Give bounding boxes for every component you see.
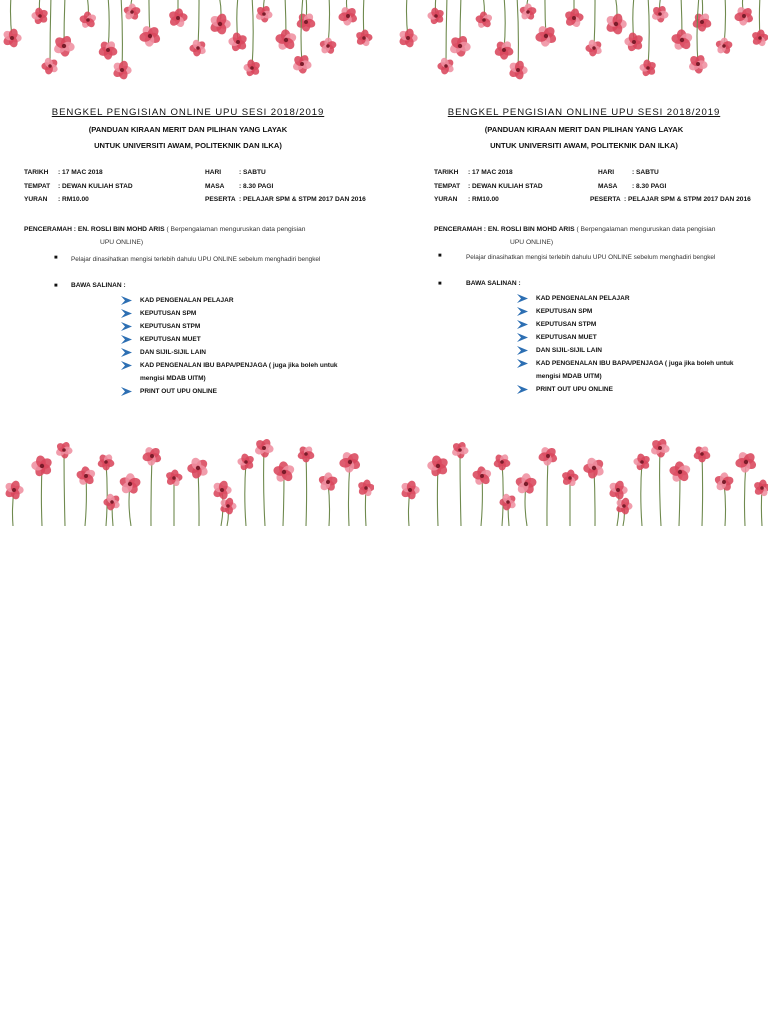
checklist-item: KEPUTUSAN STPM: [516, 318, 766, 331]
tarikh-value: : 17 MAC 2018: [468, 169, 513, 176]
masa-row: [205, 183, 273, 190]
tarikh-row: [434, 169, 513, 176]
tarikh-label: TARIKH: [24, 169, 49, 176]
hari-value: : SABTU: [632, 169, 659, 176]
hari-value: : SABTU: [239, 169, 266, 176]
yuran-row: [24, 196, 89, 203]
masa-label: MASA: [598, 183, 618, 190]
arrow-bullet-icon: [120, 386, 133, 397]
arrow-bullet-icon: [516, 332, 529, 343]
flyer-title: BENGKEL PENGISIAN ONLINE UPU SESI 2018/2019: [51, 107, 325, 118]
checklist-item: KAD PENGENALAN IBU BAPA/PENJAGA ( juga jika boleh untuk: [516, 357, 766, 370]
tempat-row: [434, 183, 543, 190]
checklist-item: KAD PENGENALAN IBU BAPA/PENJAGA ( juga jika boleh untuk: [120, 359, 370, 372]
checklist-item: DAN SIJIL-SIJIL LAIN: [120, 346, 370, 359]
bullet-advice-text: Pelajar dinasihatkan mengisi terlebih dahulu UPU ONLINE sebelum menghadiri bengkel: [466, 254, 716, 261]
arrow-bullet-icon: [120, 308, 133, 319]
checklist-item: KAD PENGENALAN PELAJAR: [516, 292, 766, 305]
yuran-label: YURAN: [434, 196, 458, 203]
peserta-value: : PELAJAR SPM & STPM 2017 DAN 2016: [239, 196, 366, 203]
checklist-item: KEPUTUSAN SPM: [120, 307, 370, 320]
checklist-item: KEPUTUSAN SPM: [516, 305, 766, 318]
checklist-item: PRINT OUT UPU ONLINE: [120, 385, 370, 398]
flyer-subtitle-1: (PANDUAN KIRAAN MERIT DAN PILIHAN YANG LAYAK: [484, 125, 684, 134]
hari-row: [205, 169, 266, 176]
arrow-bullet-icon: [516, 345, 529, 356]
bawa-salinan-label: BAWA SALINAN :: [71, 282, 126, 289]
hari-label: HARI: [205, 169, 222, 176]
tempat-label: TEMPAT: [24, 183, 51, 190]
checklist-item-continuation: mengisi MDAB UITM): [536, 373, 602, 380]
yuran-row: [434, 196, 499, 203]
penceramah-detail: ( Berpengalaman menguruskan data pengisian: [166, 226, 306, 233]
penceramah-label: PENCERAMAH: [434, 226, 482, 233]
penceramah-label: PENCERAMAH: [24, 226, 72, 233]
bullet-marker: ■: [54, 283, 58, 289]
penceramah-block: [434, 223, 768, 249]
checklist: [120, 294, 370, 398]
flyer-title: BENGKEL PENGISIAN ONLINE UPU SESI 2018/2019: [447, 107, 721, 118]
bullet-marker: ■: [438, 281, 442, 287]
flyer-right: [398, 0, 768, 528]
arrow-bullet-icon: [120, 347, 133, 358]
peserta-label: PESERTA: [590, 196, 621, 203]
checklist: [516, 292, 766, 396]
tarikh-label: TARIKH: [434, 169, 459, 176]
tempat-value: : DEWAN KULIAH STAD: [468, 183, 543, 190]
checklist-item: KEPUTUSAN MUET: [516, 331, 766, 344]
arrow-bullet-icon: [120, 321, 133, 332]
bullet-advice-text: Pelajar dinasihatkan mengisi terlebih dahulu UPU ONLINE sebelum menghadiri bengkel: [71, 256, 321, 263]
checklist-item: PRINT OUT UPU ONLINE: [516, 383, 766, 396]
checklist-item: KEPUTUSAN STPM: [120, 320, 370, 333]
arrow-bullet-icon: [120, 334, 133, 345]
checklist-item: KAD PENGENALAN PELAJAR: [120, 294, 370, 307]
penceramah-name: : EN. ROSLI BIN MOHD ARIS: [73, 226, 165, 233]
masa-label: MASA: [205, 183, 225, 190]
flyer-subtitle-2: UNTUK UNIVERSITI AWAM, POLITEKNIK DAN ILKA): [490, 141, 678, 150]
checklist-item: KEPUTUSAN MUET: [120, 333, 370, 346]
yuran-value: : RM10.00: [58, 196, 89, 203]
tempat-row: [24, 183, 133, 190]
arrow-bullet-icon: [120, 295, 133, 306]
checklist-item-continuation: mengisi MDAB UITM): [140, 375, 206, 382]
arrow-bullet-icon: [516, 293, 529, 304]
tarikh-value: : 17 MAC 2018: [58, 169, 103, 176]
flyer-left: [2, 0, 374, 528]
penceramah-block: [24, 223, 364, 249]
flyer-subtitle-2: UNTUK UNIVERSITI AWAM, POLITEKNIK DAN ILKA): [94, 141, 282, 150]
flower-border-bottom-image: [2, 432, 374, 526]
arrow-bullet-icon: [516, 319, 529, 330]
flyer-subtitle-1: (PANDUAN KIRAAN MERIT DAN PILIHAN YANG LAYAK: [88, 125, 288, 134]
penceramah-detail-cont: UPU ONLINE): [100, 239, 144, 246]
hari-label: HARI: [598, 169, 615, 176]
flower-border-top-image: [398, 0, 768, 92]
bawa-salinan-label: BAWA SALINAN :: [466, 280, 521, 287]
flower-border-top-image: [2, 0, 374, 92]
arrow-bullet-icon: [516, 306, 529, 317]
checklist-item: DAN SIJIL-SIJIL LAIN: [516, 344, 766, 357]
bullet-marker: ■: [54, 255, 58, 261]
masa-value: : 8.30 PAGI: [239, 183, 274, 190]
penceramah-name: : EN. ROSLI BIN MOHD ARIS: [483, 226, 575, 233]
peserta-label: PESERTA: [205, 196, 236, 203]
penceramah-detail-cont: UPU ONLINE): [510, 239, 554, 246]
arrow-bullet-icon: [516, 384, 529, 395]
hari-row: [598, 169, 659, 176]
masa-value: : 8.30 PAGI: [632, 183, 667, 190]
tempat-value: : DEWAN KULIAH STAD: [58, 183, 133, 190]
yuran-label: YURAN: [24, 196, 48, 203]
masa-row: [598, 183, 666, 190]
yuran-value: : RM10.00: [468, 196, 499, 203]
flower-border-bottom-image: [398, 432, 768, 526]
tempat-label: TEMPAT: [434, 183, 461, 190]
bullet-marker: ■: [438, 253, 442, 259]
arrow-bullet-icon: [516, 358, 529, 369]
peserta-row: [590, 196, 751, 203]
peserta-value: : PELAJAR SPM & STPM 2017 DAN 2016: [624, 196, 751, 203]
tarikh-row: [24, 169, 103, 176]
penceramah-detail: ( Berpengalaman menguruskan data pengisian: [576, 226, 716, 233]
arrow-bullet-icon: [120, 360, 133, 371]
peserta-row: [205, 196, 366, 203]
